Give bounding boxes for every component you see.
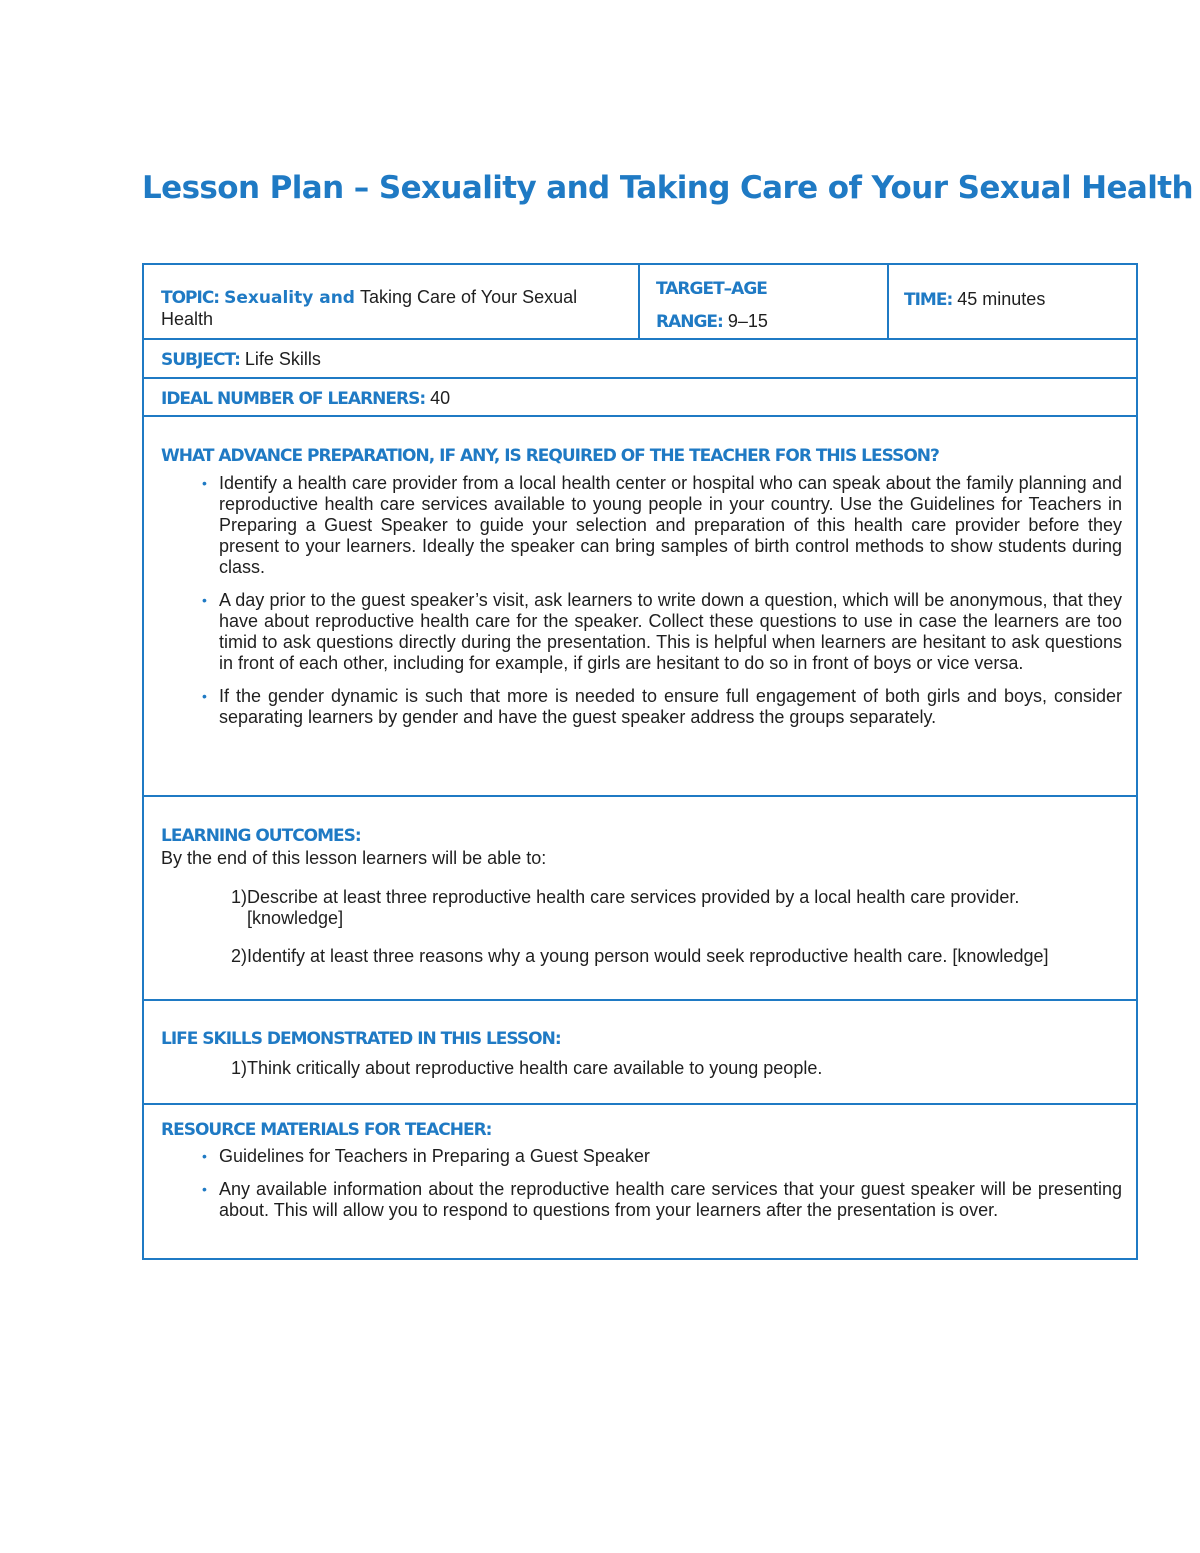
skills-heading: LIFE SKILLS DEMONSTRATED IN THIS LESSON:: [161, 1029, 561, 1049]
subject-label: SUBJECT:: [161, 350, 240, 370]
topic-bold: Sexuality and: [224, 288, 355, 308]
list-item: • Any available information about the reproductive health care services that your guest speaker will be presenting about. This will allow you to respond to questions from your learners after the presentation is over.: [202, 1179, 1122, 1220]
learners-row: [143, 378, 1137, 416]
subject-cell: [143, 339, 1137, 378]
header-row: [143, 264, 1137, 339]
time-label: TIME:: [904, 290, 953, 310]
subject-row: [143, 339, 1137, 378]
time-value: 45 minutes: [957, 289, 1046, 309]
page-title: Lesson Plan – Sexuality and Taking Care of Your Sexual Health: [142, 170, 1193, 206]
resources-row: [143, 1104, 1137, 1259]
bullet-icon: •: [202, 592, 207, 608]
list-item: • Guidelines for Teachers in Preparing a Guest Speaker: [202, 1146, 650, 1166]
outcomes-row: [143, 796, 1137, 1000]
preparation-cell: [143, 416, 1137, 796]
lesson-plan-table: [142, 263, 1138, 1260]
bullet-icon: •: [202, 688, 207, 704]
list-item: • If the gender dynamic is such that more is needed to ensure full engagement of both girls and boys, consider separating learners by gender and have the guest speaker address the groups separately.: [202, 686, 1122, 727]
outcomes-intro: By the end of this lesson learners will be able to:: [161, 848, 547, 868]
topic-cell: [143, 264, 639, 339]
list-item: 1) Describe at least three reproductive health care services provided by a local health care provider. [knowledge]: [231, 887, 1020, 928]
resources-list: [161, 1146, 1122, 1221]
age-cell: [639, 264, 888, 339]
outcomes-cell: [143, 796, 1137, 1000]
preparation-list: [161, 473, 1122, 728]
age-label-line1: TARGET–AGE: [656, 279, 767, 299]
topic-value: Taking Care of Your Sexual Health: [161, 287, 578, 329]
time-cell: [888, 264, 1137, 339]
bullet-icon: •: [202, 1181, 207, 1197]
age-label-line2: RANGE:: [656, 312, 723, 332]
skills-list: [161, 1058, 1122, 1079]
learners-value: 40: [430, 388, 451, 408]
resources-cell: [143, 1104, 1137, 1259]
skills-cell: [143, 1000, 1137, 1104]
preparation-row: [143, 416, 1137, 796]
outcomes-list: [161, 887, 1136, 967]
learners-cell: [143, 378, 1137, 416]
topic-label: TOPIC:: [161, 288, 220, 308]
skills-row: [143, 1000, 1137, 1104]
list-item: • A day prior to the guest speaker’s visit, ask learners to write down a question, which will be anonymous, that they have about reproductive health care for the speaker. Collect these questions to use in case the learners are too timid to ask questions directly during the presentation. This is helpful when learners are hesitant to ask questions in front of each other, including for example, if girls are hesitant to do so in front of boys or vice versa.: [202, 590, 1122, 673]
outcomes-heading: LEARNING OUTCOMES:: [161, 826, 361, 846]
list-item: 2) Identify at least three reasons why a young person would seek reproductive health care. [knowledge]: [231, 946, 1049, 966]
preparation-heading: WHAT ADVANCE PREPARATION, IF ANY, IS REQUIRED OF THE TEACHER FOR THIS LESSON?: [161, 446, 939, 466]
subject-value: Life Skills: [244, 349, 321, 369]
list-item: 1) Think critically about reproductive health care available to young people.: [231, 1058, 823, 1078]
bullet-icon: •: [202, 1148, 207, 1164]
bullet-icon: •: [202, 475, 207, 491]
age-value: 9–15: [727, 311, 768, 331]
resources-heading: RESOURCE MATERIALS FOR TEACHER:: [161, 1120, 492, 1140]
list-item: • Identify a health care provider from a local health center or hospital who can speak about the family planning and reproductive health care services available to young people in your country. Use the Guidelines for Teachers in Preparing a Guest Speaker to guide your selection and preparation of this health care provider before they present to your learners. Ideally the speaker can bring samples of birth control methods to show students during class.: [202, 473, 1122, 577]
learners-label: IDEAL NUMBER OF LEARNERS:: [161, 389, 426, 409]
